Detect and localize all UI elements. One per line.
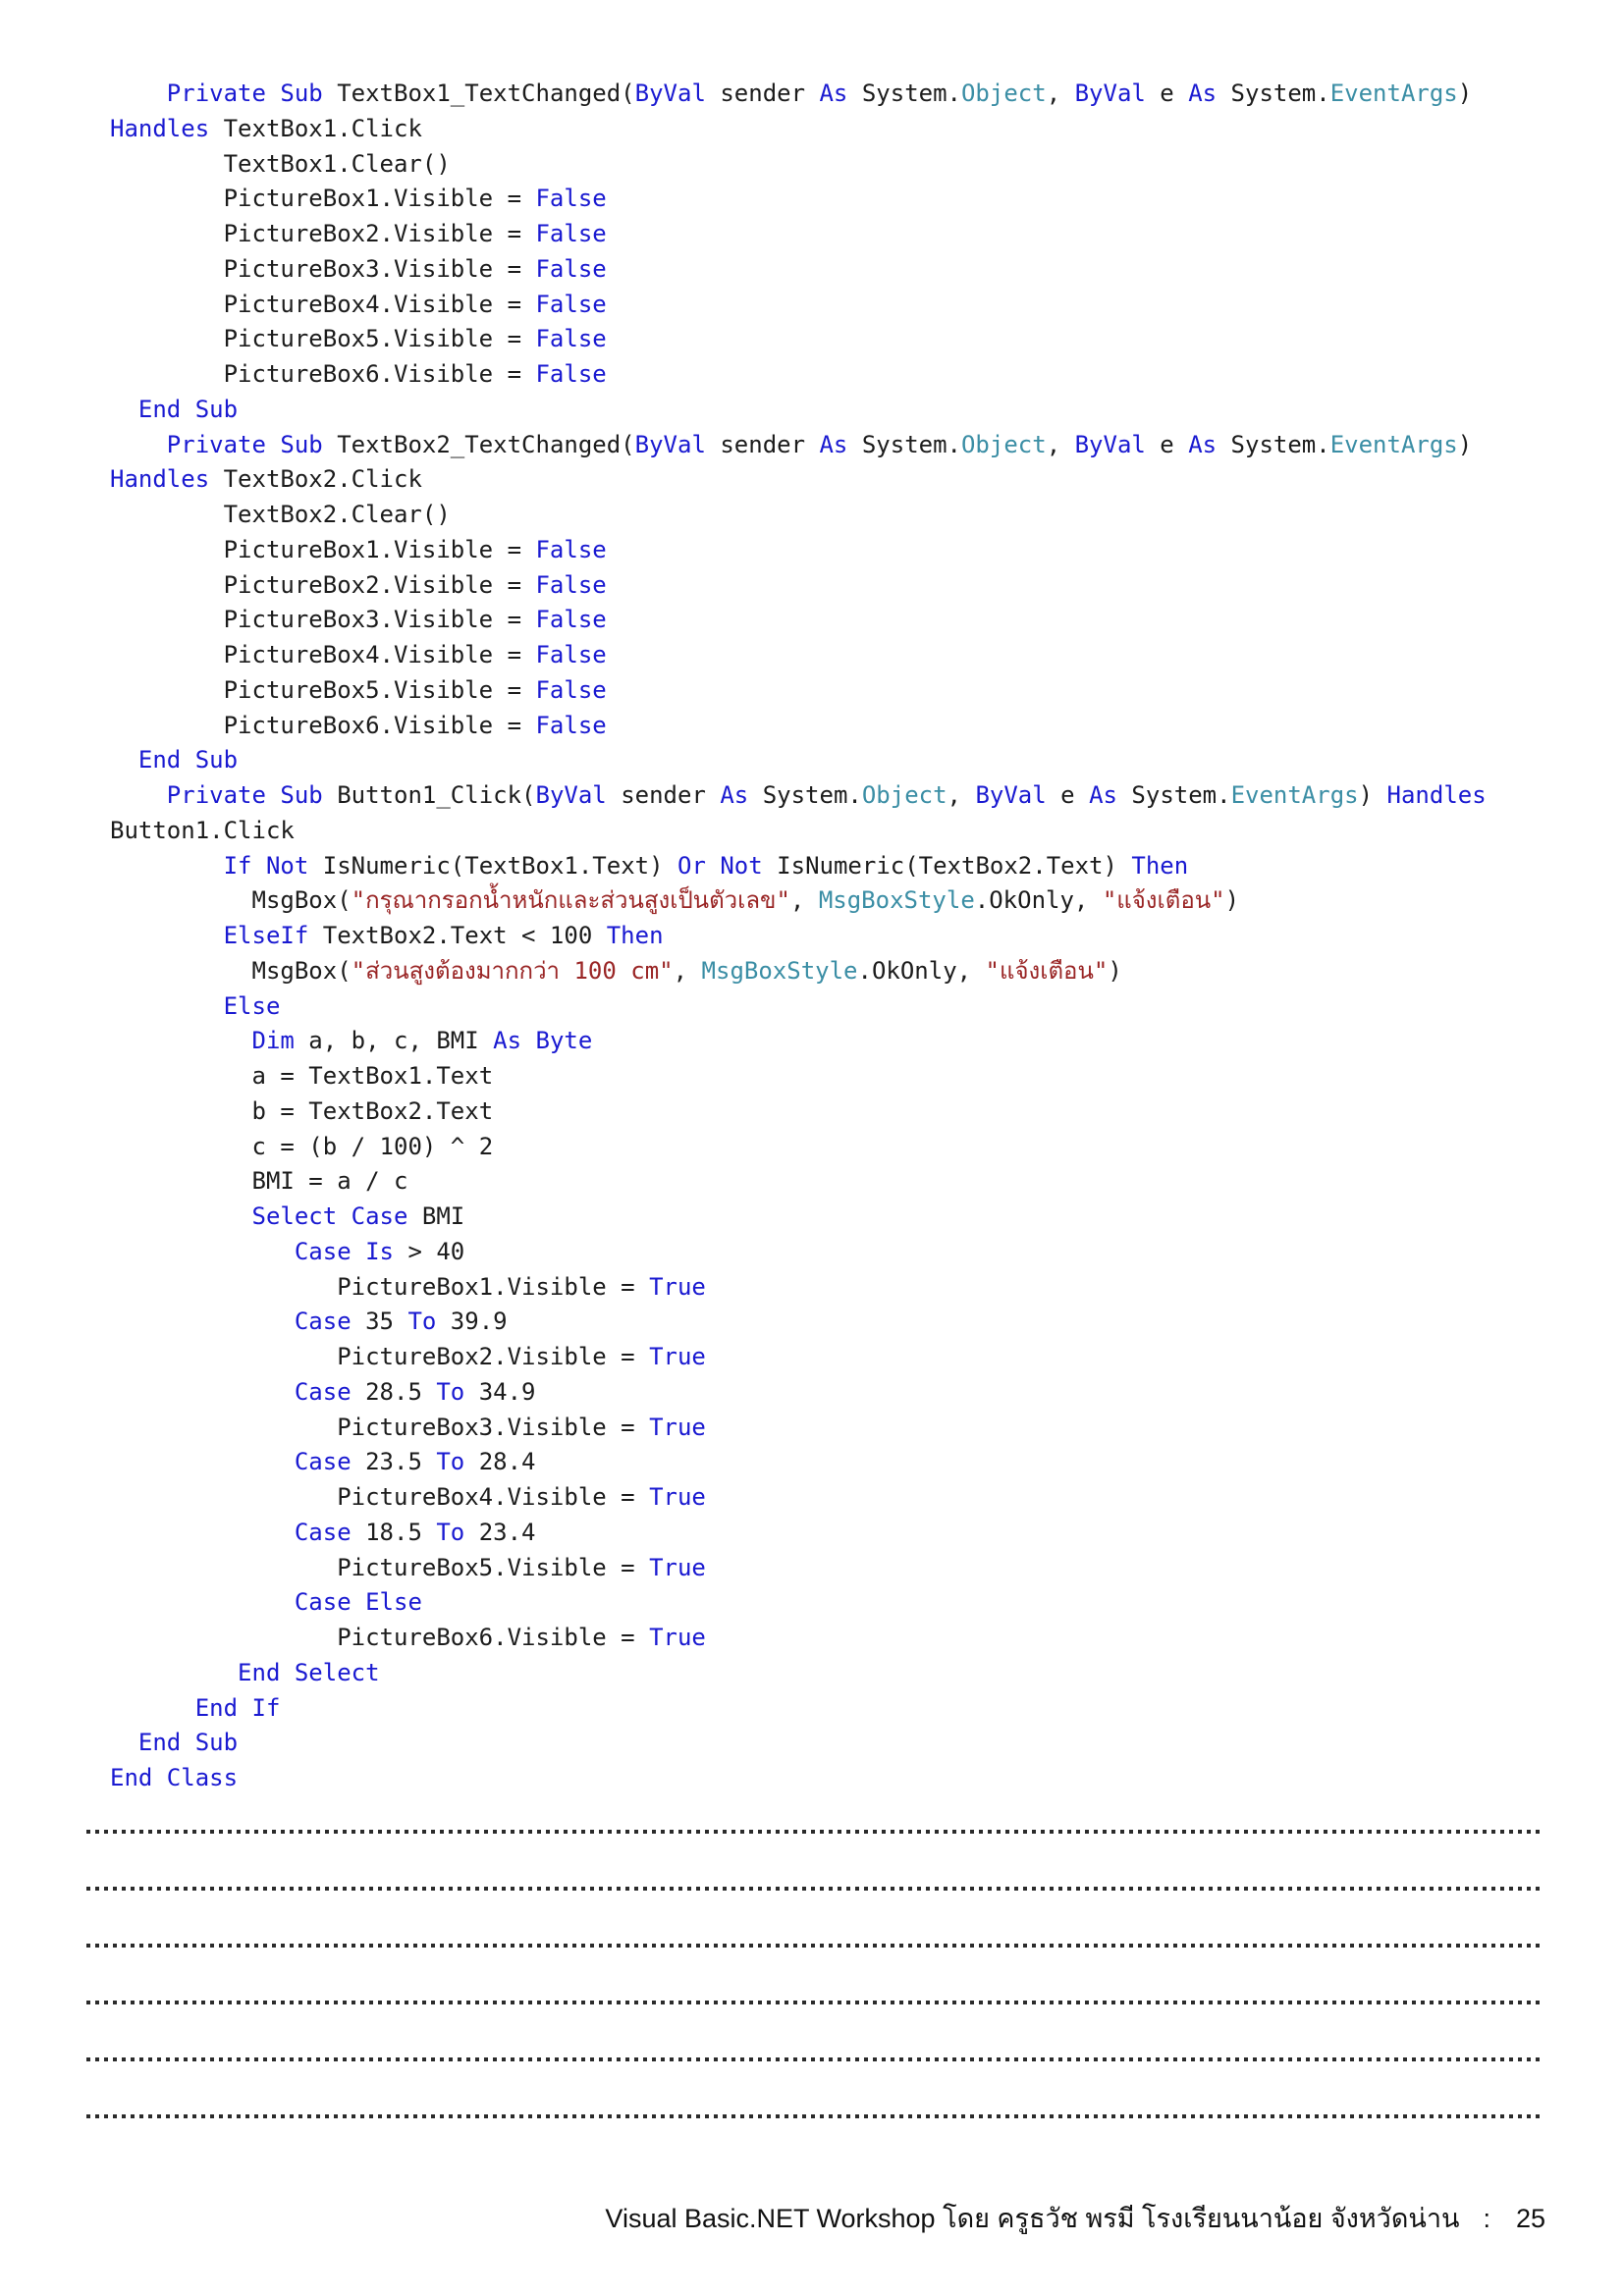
code-line: PictureBox2.Visible = False bbox=[223, 570, 607, 599]
code-line: Select Case BMI bbox=[251, 1202, 465, 1230]
code-line: Case 35 To 39.9 bbox=[294, 1308, 508, 1336]
code-line: Private Sub TextBox2_TextChanged(ByVal sender As System.Object, ByVal e As System.EventArgs) bbox=[166, 430, 1473, 458]
page-number: 25 bbox=[1515, 2204, 1545, 2233]
code-line: Button1.Click bbox=[110, 816, 295, 844]
code-line: PictureBox6.Visible = False bbox=[223, 711, 607, 739]
code-line: End Class bbox=[110, 1764, 239, 1791]
dotted-answer-line bbox=[86, 2001, 1544, 2004]
dotted-answer-line bbox=[86, 2114, 1544, 2118]
code-line: ElseIf TextBox2.Text < 100 Then bbox=[223, 922, 664, 949]
code-line: End Sub bbox=[137, 746, 239, 774]
code-line: Case 23.5 To 28.4 bbox=[294, 1448, 536, 1476]
dotted-answer-line bbox=[86, 1887, 1544, 1891]
code-line: PictureBox2.Visible = True bbox=[337, 1343, 706, 1370]
footer-text: Visual Basic.NET Workshop โดย ครูธวัช พรมี โรงเรียนนาน้อย จังหวัดน่าน bbox=[605, 2204, 1460, 2233]
code-line: Case 28.5 To 34.9 bbox=[294, 1377, 536, 1406]
code-line: Handles TextBox2.Click bbox=[110, 465, 422, 494]
code-line: Private Sub TextBox1_TextChanged(ByVal sender As System.Object, ByVal e As System.EventArgs) bbox=[166, 80, 1473, 107]
page-footer bbox=[605, 2197, 1545, 2239]
code-line: PictureBox1.Visible = False bbox=[223, 185, 607, 213]
code-line: TextBox2.Clear() bbox=[223, 501, 451, 528]
code-line: MsgBox("ส่วนสูงต้องมากกว่า 100 cm", MsgBoxStyle.OkOnly, "แจ้งเตือน") bbox=[251, 956, 1122, 985]
code-line: PictureBox1.Visible = False bbox=[223, 535, 607, 563]
code-line: TextBox1.Clear() bbox=[223, 149, 451, 178]
code-line: If Not IsNumeric(TextBox1.Text) Or Not IsNumeric(TextBox2.Text) Then bbox=[223, 851, 1189, 880]
answer-blank-lines bbox=[86, 1830, 1544, 2171]
code-line: End Sub bbox=[137, 395, 239, 423]
dotted-answer-line bbox=[86, 1944, 1544, 1948]
code-line: PictureBox6.Visible = False bbox=[223, 360, 607, 388]
code-line: Case Else bbox=[294, 1588, 422, 1617]
code-line: PictureBox4.Visible = True bbox=[337, 1483, 706, 1511]
code-line: PictureBox5.Visible = True bbox=[337, 1553, 706, 1581]
code-line: PictureBox5.Visible = False bbox=[223, 325, 607, 353]
code-line: PictureBox4.Visible = False bbox=[223, 641, 607, 668]
code-line: End Sub bbox=[137, 1729, 239, 1757]
code-line: End If bbox=[194, 1693, 281, 1722]
dotted-answer-line bbox=[86, 1830, 1544, 1834]
code-line: PictureBox1.Visible = True bbox=[337, 1272, 706, 1301]
code-line: PictureBox2.Visible = False bbox=[223, 220, 607, 247]
vb-code-listing bbox=[110, 77, 1487, 1796]
code-line: BMI = a / c bbox=[251, 1167, 408, 1196]
code-line: Dim a, b, c, BMI As Byte bbox=[251, 1027, 593, 1055]
code-line: MsgBox("กรุณากรอกน้ำหนักและส่วนสูงเป็นตัวเลข", MsgBoxStyle.OkOnly, "แจ้งเตือน") bbox=[251, 886, 1240, 915]
code-line: PictureBox3.Visible = False bbox=[223, 254, 607, 283]
code-line: PictureBox5.Visible = False bbox=[223, 675, 607, 704]
code-line: PictureBox4.Visible = False bbox=[223, 290, 607, 318]
code-line: Handles TextBox1.Click bbox=[110, 114, 422, 142]
code-line: Private Sub Button1_Click(ByVal sender As System.Object, ByVal e As System.EventArgs) Handles bbox=[166, 781, 1487, 809]
dotted-answer-line bbox=[86, 2057, 1544, 2061]
code-line: Case Is > 40 bbox=[294, 1237, 465, 1265]
code-line: End Select bbox=[238, 1658, 380, 1686]
code-line: Else bbox=[223, 991, 281, 1020]
footer-separator: : bbox=[1483, 2204, 1490, 2233]
code-line: PictureBox3.Visible = True bbox=[337, 1413, 706, 1441]
code-line: PictureBox6.Visible = True bbox=[337, 1624, 706, 1651]
code-line: b = TextBox2.Text bbox=[251, 1096, 494, 1125]
code-line: a = TextBox1.Text bbox=[251, 1062, 494, 1090]
code-line: c = (b / 100) ^ 2 bbox=[251, 1132, 494, 1160]
code-line: Case 18.5 To 23.4 bbox=[294, 1518, 536, 1546]
code-line: PictureBox3.Visible = False bbox=[223, 606, 607, 634]
